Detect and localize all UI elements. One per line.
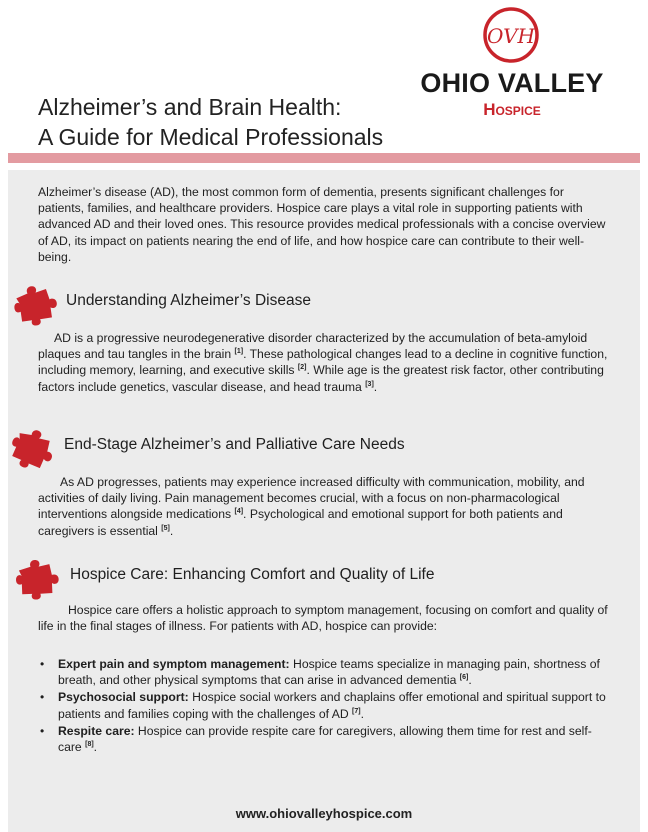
puzzle-piece-icon bbox=[10, 424, 56, 470]
title-line-1: Alzheimer’s and Brain Health: bbox=[38, 94, 342, 120]
list-item: • Psychosocial support: Hospice social workers and chaplains offer emotional and spiritual support to patients and families coping with the challenges of AD [7]. bbox=[40, 690, 606, 721]
page-title bbox=[38, 92, 383, 152]
intro-paragraph: Alzheimer’s disease (AD), the most common form of dementia, presents significant challenges for patients, families, and healthcare providers. Hospice care plays a vital role in supporting patients with advanced AD and their loved ones. This resource provides medical professionals with a concise overview of AD, its impact on patients nearing the end of life, and how hospice care can contribute to their well-being. bbox=[38, 185, 606, 264]
ohio-valley-hospice-logo bbox=[412, 6, 612, 118]
puzzle-piece-icon bbox=[14, 554, 60, 600]
section-body-end-stage: As AD progresses, patients may experience increased difficulty with communication, mobility, and activities of daily living. Pain management becomes crucial, with a focus on non-pharmacological interventions alongside medications [4]. Psychological and emotional support for both patients and caregivers is essential [5]. bbox=[38, 475, 585, 538]
list-item: • Respite care: Hospice can provide respite care for caregivers, allowing them time for rest and self-care [8]. bbox=[40, 723, 592, 755]
logo-monogram: OVH bbox=[487, 24, 535, 48]
website-link[interactable]: www.ohiovalleyhospice.com bbox=[235, 806, 413, 821]
section-heading-hospice-care: Hospice Care: Enhancing Comfort and Quality of Life bbox=[70, 566, 435, 583]
logo-name: OHIO VALLEY bbox=[420, 68, 604, 98]
ovh-monogram-icon bbox=[482, 6, 540, 64]
puzzle-piece-icon bbox=[12, 280, 58, 326]
section-heading-end-stage: End-Stage Alzheimer’s and Palliative Care Needs bbox=[64, 436, 405, 453]
section-body-hospice-care: Hospice care offers a holistic approach to symptom management, focusing on comfort and quality of life in the final stages of illness. For patients with AD, hospice can provide: bbox=[38, 603, 608, 634]
hospice-benefits-list bbox=[38, 656, 610, 756]
section-heading-understanding: Understanding Alzheimer’s Disease bbox=[66, 292, 311, 309]
title-line-2: A Guide for Medical Professionals bbox=[38, 124, 384, 150]
list-item: • Expert pain and symptom management: Hospice teams specialize in managing pain, shortness of breath, and other physical symptoms that can arise in advanced dementia [6]. bbox=[40, 657, 600, 688]
title-divider bbox=[8, 153, 640, 163]
section-body-understanding: AD is a progressive neurodegenerative disorder characterized by the accumulation of beta-amyloid plaques and tau tangles in the brain [1]. These pathological changes lead to a decline in cognitive function, including memory, learning, and executive skills [2]. While age is the greatest risk factor, other contributing factors include genetics, vascular disease, and head trauma [3]. bbox=[38, 331, 608, 394]
logo-subtitle: Hospice bbox=[483, 100, 541, 119]
